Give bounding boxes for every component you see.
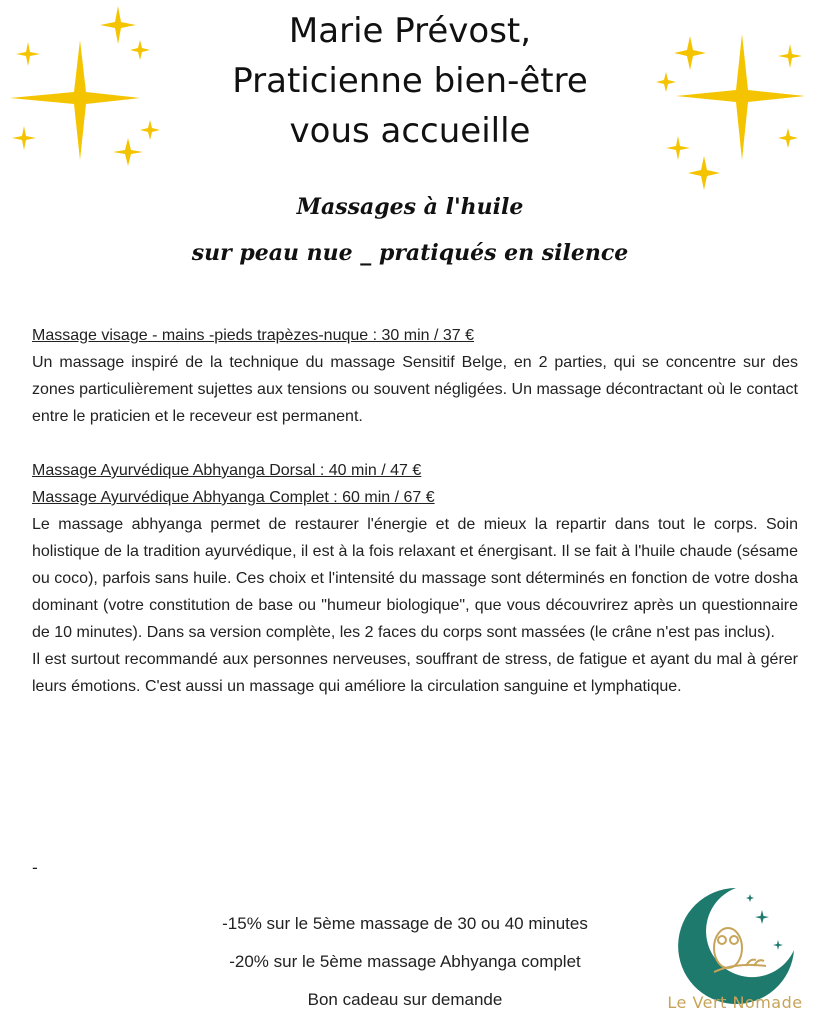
star-icon [778,128,798,148]
title-line: Praticienne bien-être [232,61,588,101]
stars-left-decoration [0,0,170,180]
star-icon [666,136,690,160]
star-icon [16,42,40,66]
brand-name: Le Vert Nomade [667,993,803,1012]
star-icon [778,44,802,68]
star-icon [674,36,706,70]
service-heading: Massage visage - mains -pieds trapèzes-nuque : 30 min / 37 € [32,327,475,344]
page-title [160,6,660,156]
star-icon [130,40,150,60]
service-description-extra: Il est surtout recommandé aux personnes nerveuses, souffrant de stress, de fatigue et ayant du mal à gérer leurs émotions. C'est aussi un massage qui améliore la circulation sanguine et lymphatique. [32,651,798,695]
subtitle-line-2: sur peau nue _ pratiqués en silence [191,240,629,266]
service-description: Le massage abhyanga permet de restaurer l'énergie et de mieux la repartir dans tout le corps. Soin holistique de la tradition ayurvédique, il est à la fois relaxant et énergisant. Il se fait à l'huile chaude (sésame ou coco), parfois sans huile. Ces choix et l'intensité du massage sont déterminés en fonction de votre dosha dominant (votre constitution de base ou "humeur biologique", que vous découvrirez après un questionnaire de 10 minutes). Dans sa version complète, les 2 faces du corps sont massées (le crâne n'est pas inclus). [32,516,798,641]
offers-list [130,905,680,1019]
service-heading: Massage Ayurvédique Abhyanga Dorsal : 40 min / 47 € [32,462,422,479]
offer-item: -20% sur le 5ème massage Abhyanga complet [229,952,581,971]
title-line: Marie Prévost, [288,11,532,51]
service-heading: Massage Ayurvédique Abhyanga Complet : 60 min / 67 € [32,489,435,506]
star-icon [113,138,143,166]
star-icon [100,6,136,44]
star-icon [12,126,36,150]
services-content [32,322,798,700]
title-line: vous accueille [289,111,531,151]
star-icon [140,120,160,140]
subtitle-line-1: Massages à l'huile [296,194,524,220]
star-icon [688,156,720,190]
offer-item: -15% sur le 5ème massage de 30 ou 40 minutes [222,914,588,933]
stars-right-decoration [650,20,819,200]
offer-item: Bon cadeau sur demande [307,990,503,1009]
service-description: Un massage inspiré de la technique du massage Sensitif Belge, en 2 parties, qui se concentre sur des zones particulièrement sujettes aux tensions ou souvent négligées. Un massage décontractant où le contact entre le praticien et le receveur est permanent. [32,354,798,425]
dash-mark: - [32,858,38,877]
